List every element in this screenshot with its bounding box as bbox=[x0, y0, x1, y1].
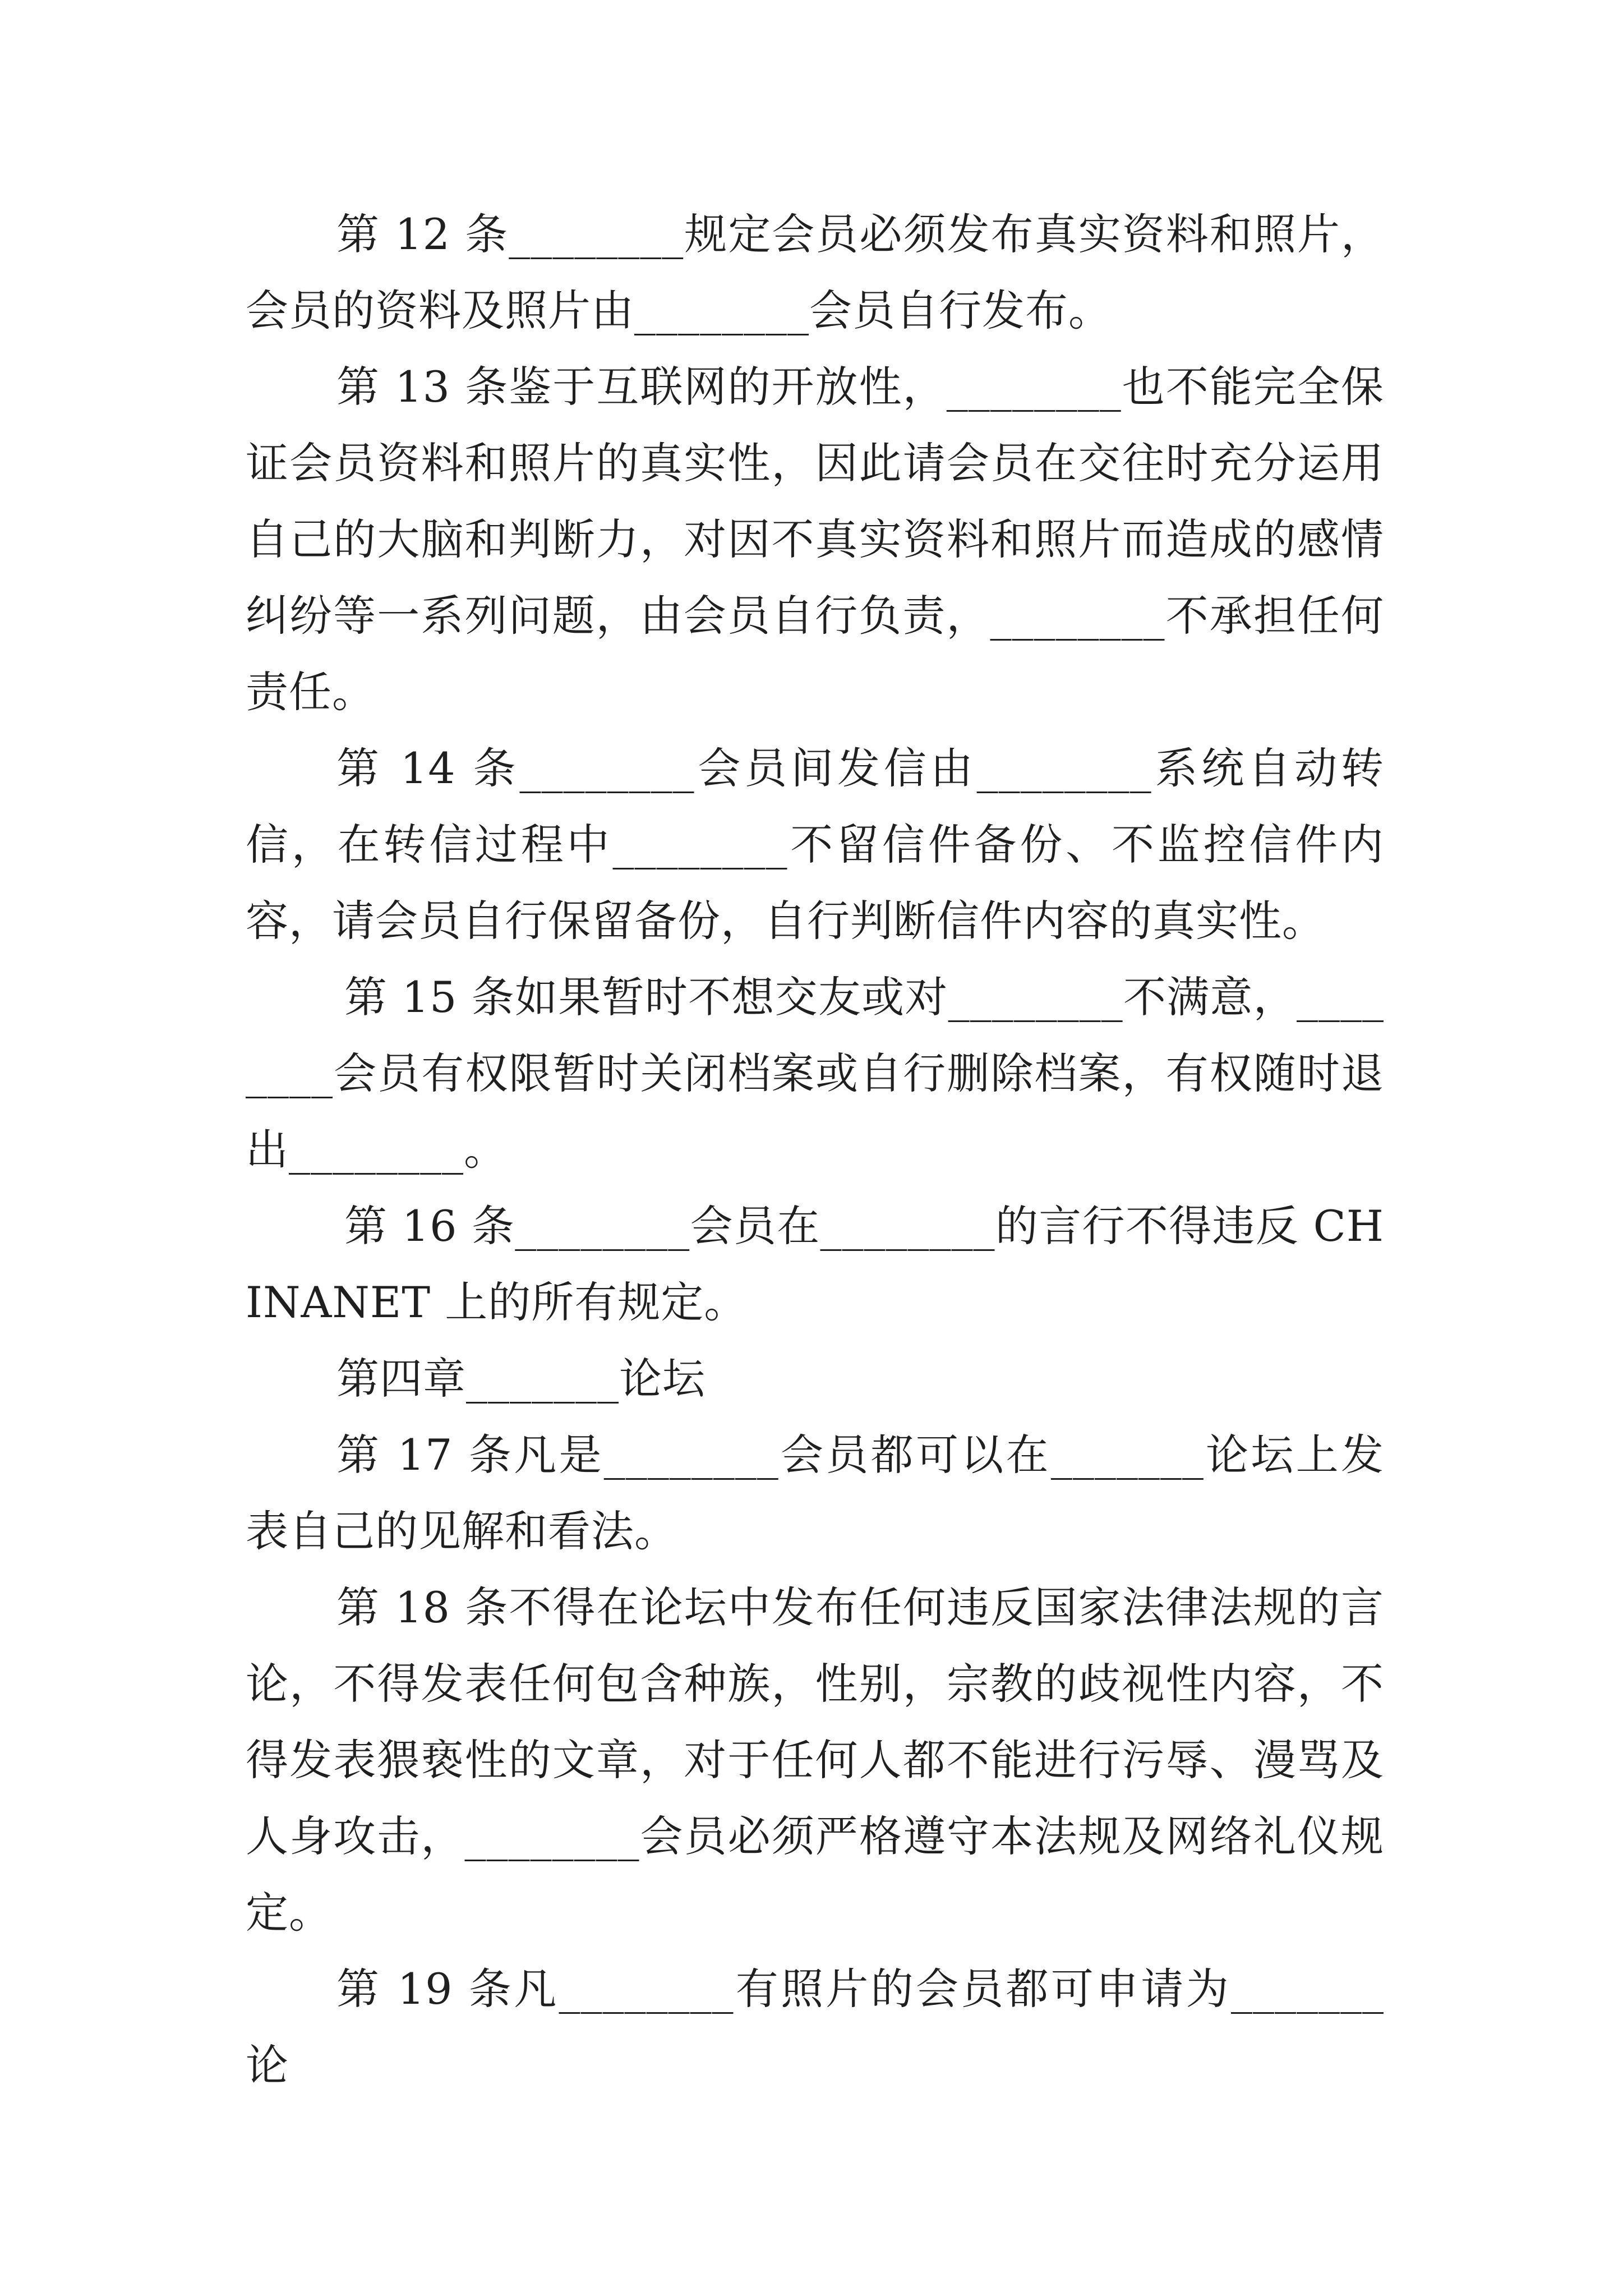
document-body bbox=[246, 196, 1384, 2104]
article-19-paragraph: 第 19 条凡________有照片的会员都可申请为_______论 bbox=[246, 1964, 1384, 2090]
chapter-4-heading: 第四章_______论坛 bbox=[336, 1354, 706, 1404]
article-18-paragraph: 第 18 条不得在论坛中发布任何违反国家法律法规的言论，不得发表任何包含种族，性别，宗教的歧视性内容，不得发表猥亵性的文章，对于任何人都不能进行污辱、漫骂及人身攻击，________会员必须严格遵守本法规及网络礼仪规定。 bbox=[246, 1582, 1384, 1938]
article-15-paragraph: 第 15 条如果暂时不想交友或对________不满意，________会员有权限暂时关闭档案或自行删除档案，有权随时退出________。 bbox=[246, 972, 1384, 1175]
article-16-paragraph: 第 16 条________会员在________的言行不得违反 CHINANET 上的所有规定。 bbox=[246, 1201, 1384, 1327]
article-12-paragraph: 第 12 条________规定会员必须发布真实资料和照片，会员的资料及照片由________会员自行发布。 bbox=[246, 209, 1384, 335]
article-17-paragraph: 第 17 条凡是________会员都可以在_______论坛上发表自己的见解和看法。 bbox=[246, 1430, 1384, 1556]
article-13-paragraph: 第 13 条鉴于互联网的开放性，________也不能完全保证会员资料和照片的真实性，因此请会员在交往时充分运用自己的大脑和判断力，对因不真实资料和照片而造成的感情纠纷等一系列问题，由会员自行负责，________不承担任何责任。 bbox=[246, 362, 1384, 717]
article-14-paragraph: 第 14 条________会员间发信由________系统自动转信，在转信过程中________不留信件备份、不监控信件内容，请会员自行保留备份，自行判断信件内容的真实性。 bbox=[246, 743, 1384, 946]
